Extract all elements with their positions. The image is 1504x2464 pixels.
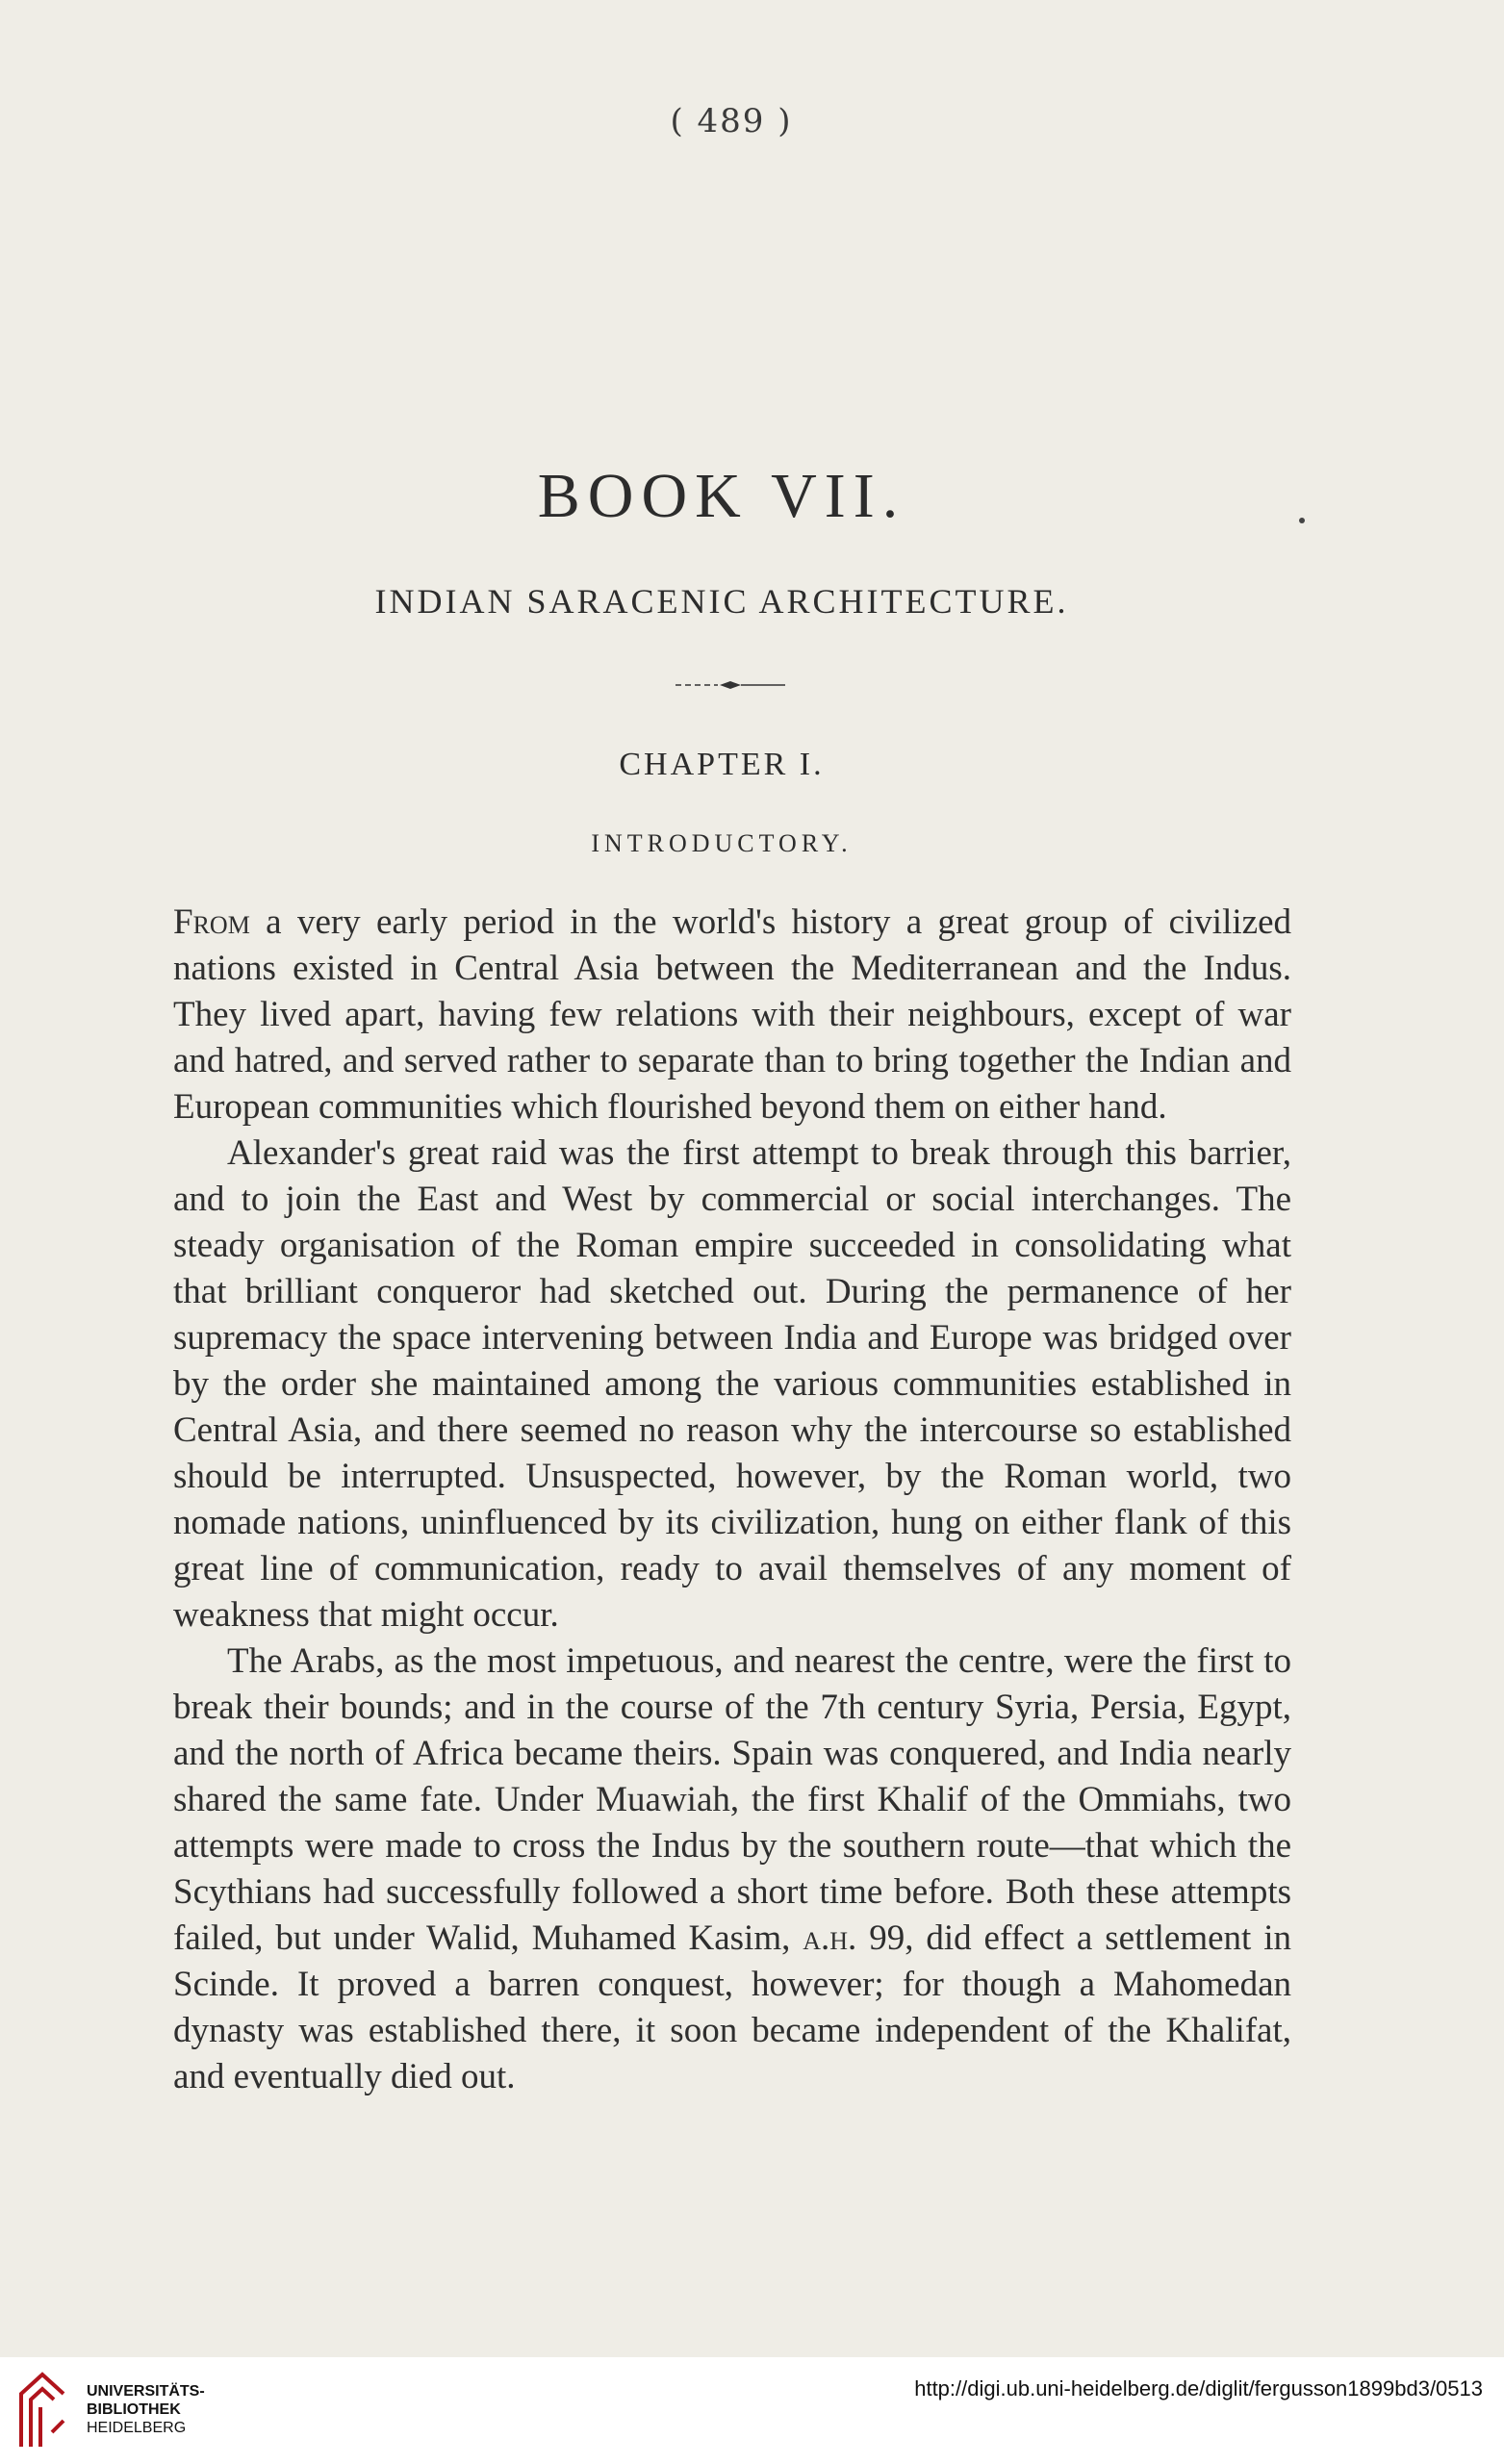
paragraph-2: Alexander's great raid was the first attempt to break through this barrier, and to join the East and West by commercial or social interchanges. The steady organisation of the Roman empire succeeded in consolidating what that brilliant conqueror had sketched out. During the permanence of her supremacy the space intervening between India and Europe was bridged over by the order she maintained among the various communities established in Central Asia, and there seemed no reason why the intercourse so established should be interrupted. Unsuspected, however, by the Roman world, two nomade nations, uninfluenced by its civilization, hung on either flank of this great line of communication, ready to avail themselves of any moment of weakness that might occur. [173, 1133, 1291, 1635]
footer-bar [0, 2357, 1504, 2464]
book-subtitle: INDIAN SARACENIC ARCHITECTURE. [374, 582, 1069, 621]
paragraph-3-text-b: 99, did effect a settlement in Scinde. It proved a barren conquest, however; for though a Mahomedan dynasty was established there, it soon became independent of the Khalifat, and eventually died out. [173, 1918, 1291, 2096]
book-title: BOOK VII. [537, 461, 906, 531]
source-url-link[interactable]: http://digi.ub.uni-heidelberg.de/diglit/fergusson1899bd3/0513 [914, 2376, 1483, 2400]
paragraph-3-text-a: The Arabs, as the most impetuous, and nearest the centre, were the first to break their bounds; and in the course of the 7th century Syria, Persia, Egypt, and the north of Africa became theirs. Spain was conquered, and India nearly shared the same fate. Under Muawiah, the first Khalif of the Ommiahs, two attempts were made to cross the Indus by the southern route—that which the Scythians had successfully followed a short time before. Both these attempts failed, but under Walid, Muhamed Kasim, [173, 1641, 1291, 1958]
chapter-title: CHAPTER I. [619, 747, 825, 782]
drop-lead-word: From [173, 902, 250, 942]
library-logo-icon [13, 2365, 71, 2451]
library-name-line-3: HEIDELBERG [87, 2420, 187, 2436]
chapter-subtitle: INTRODUCTORY. [591, 829, 853, 857]
library-name-line-1: UNIVERSITÄTS- [87, 2383, 205, 2400]
page-number: ( 489 ) [670, 102, 793, 140]
library-name [87, 2382, 205, 2437]
paragraph-3 [173, 1638, 1291, 2100]
anno-hegirae-abbrev: a.h. [803, 1918, 857, 1958]
paragraph-1-text: a very early period in the world's history a great group of civilized nations existed in Central Asia between the Mediterranean and the Indus. They lived apart, having few relations with their neighbours, except of war and hatred, and served rather to separate than to bring together the Indian and European communities which flourished beyond them on either hand. [173, 902, 1291, 1127]
ornament-divider [676, 681, 785, 689]
paragraph-1 [173, 900, 1291, 1130]
library-name-line-2: BIBLIOTHEK [87, 2401, 181, 2418]
body-text [173, 900, 1291, 2100]
speck-mark [1299, 518, 1305, 523]
